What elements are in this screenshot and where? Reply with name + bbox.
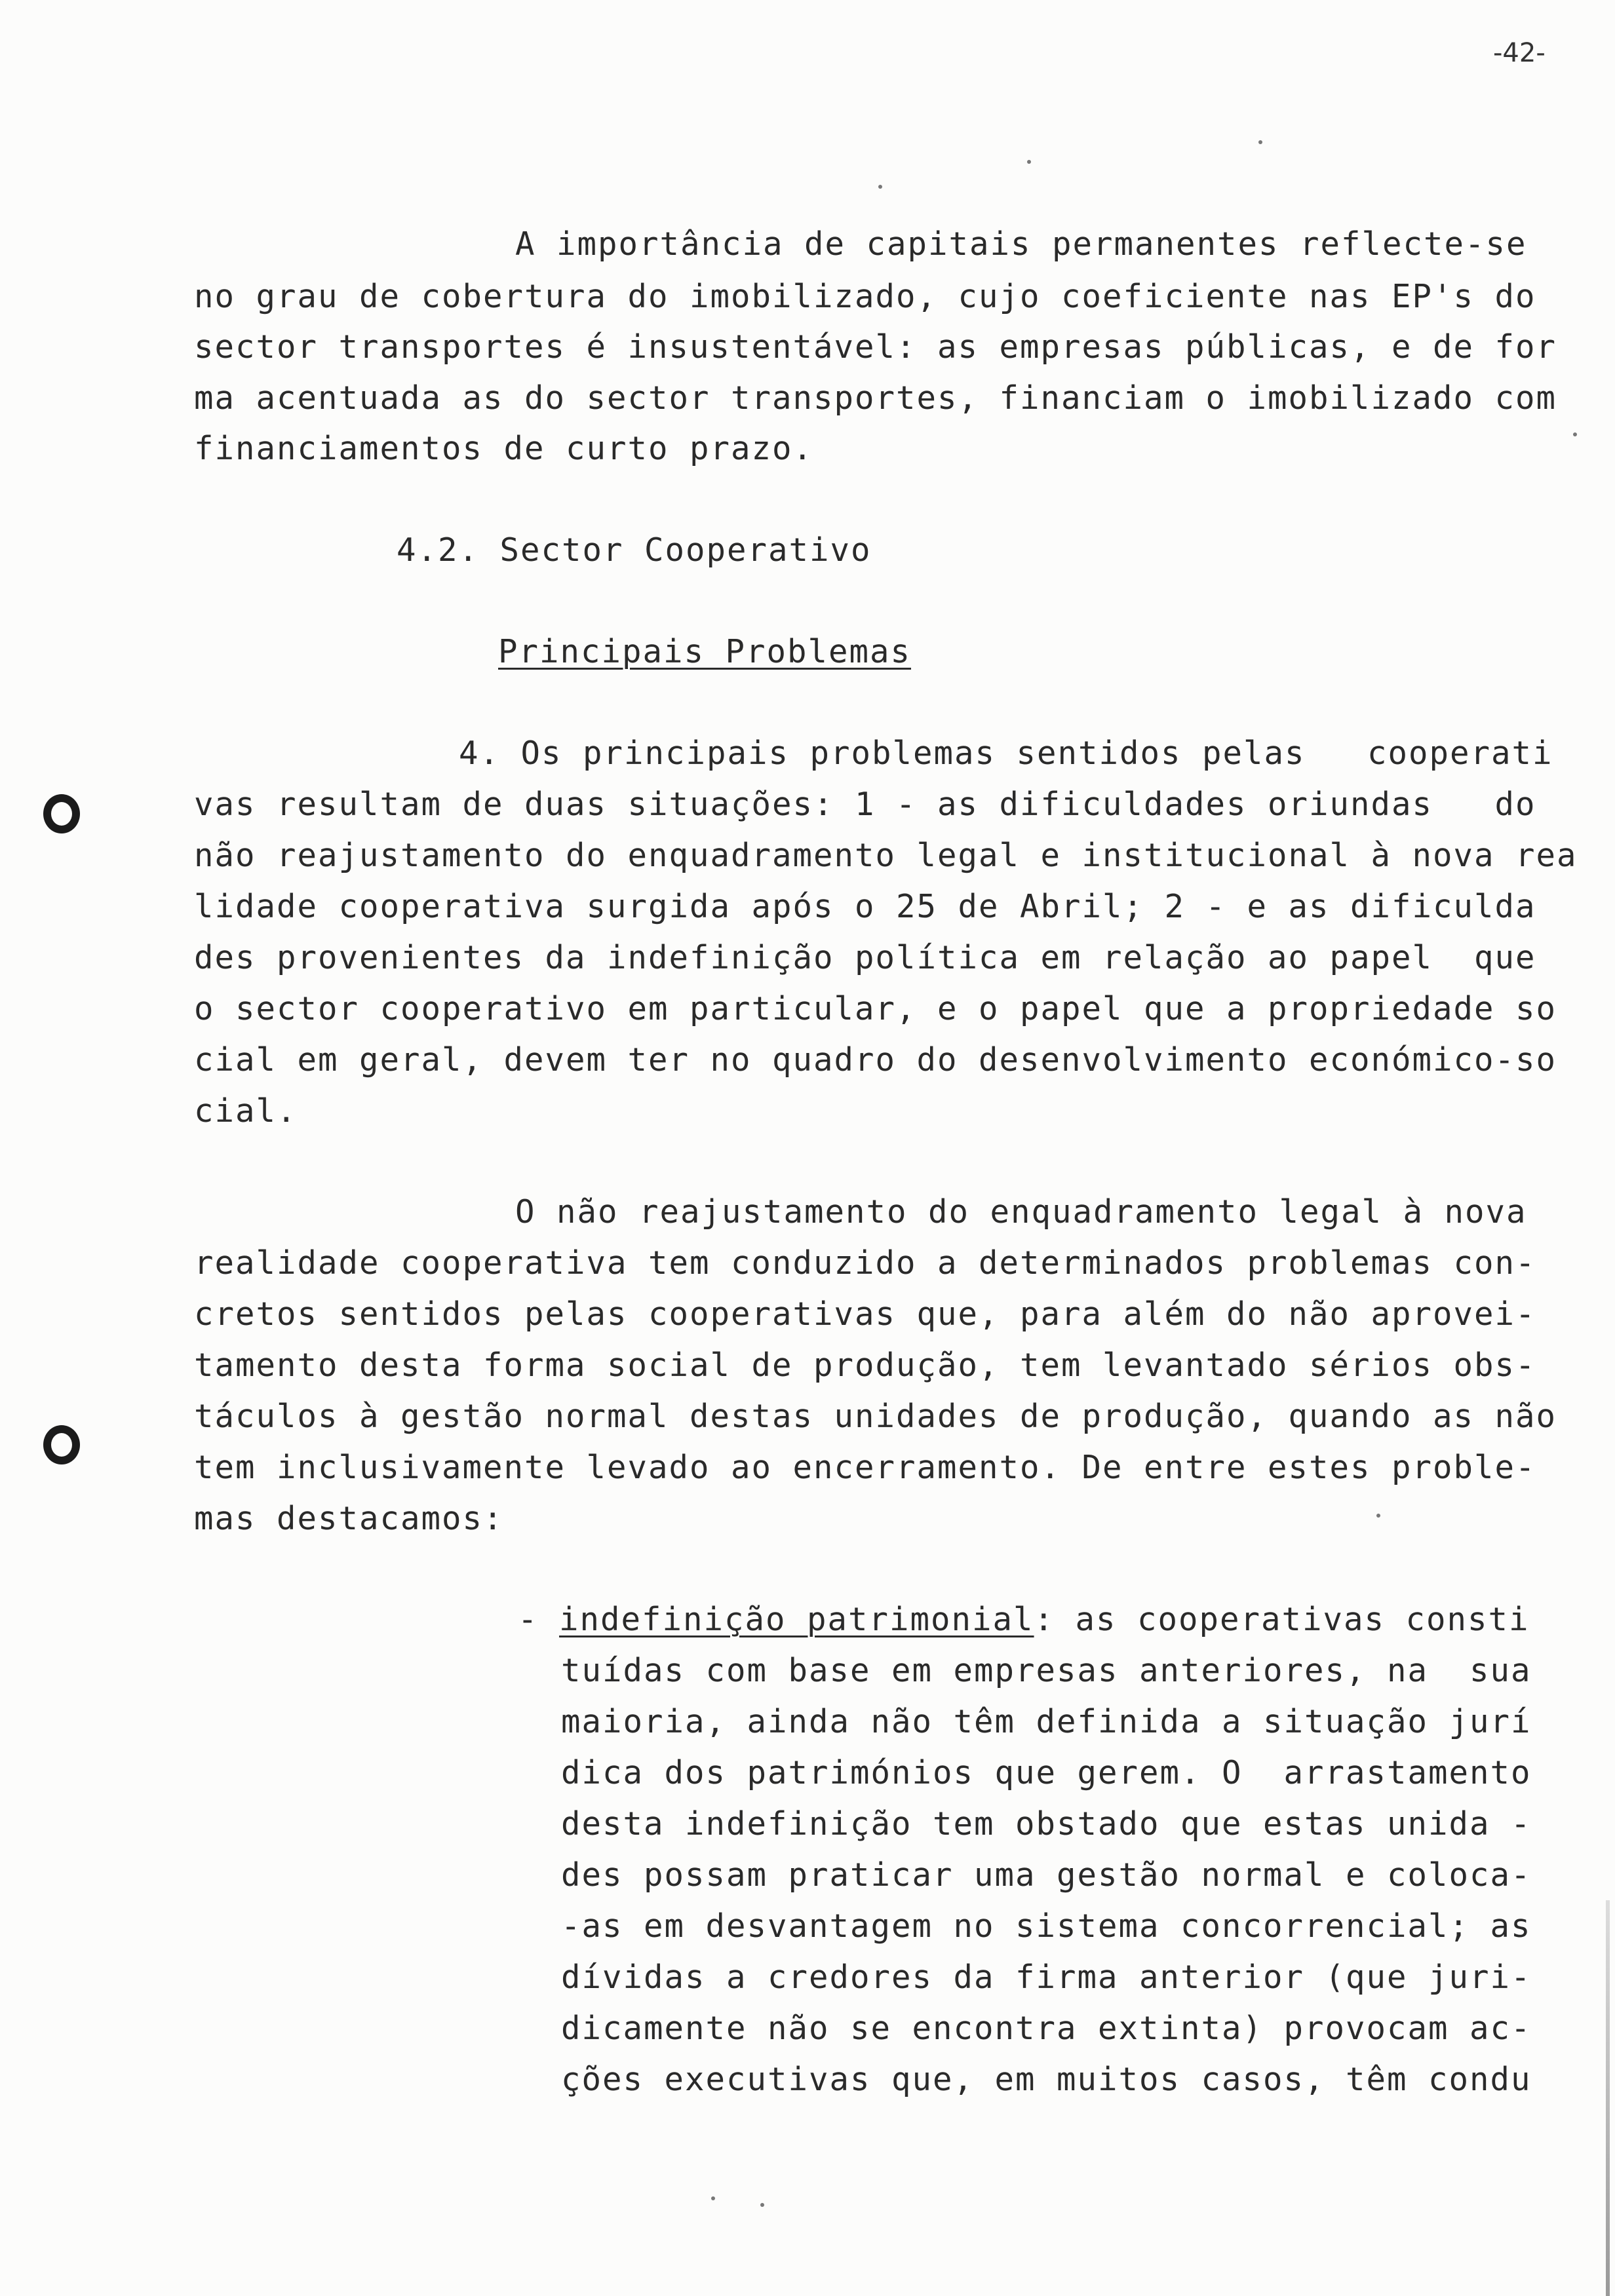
- paragraph-2-line: lidade cooperativa surgida após o 25 de Abril; 2 - e as dificulda: [194, 888, 1536, 925]
- bullet-line: tuídas com base em empresas anteriores, na sua: [561, 1652, 1532, 1689]
- paragraph-3-line: cretos sentidos pelas cooperativas que, para além do não aprovei-: [194, 1295, 1536, 1333]
- scan-speck: [1258, 140, 1262, 144]
- subheading: Principais Problemas: [498, 633, 912, 670]
- paragraph-3-line: táculos à gestão normal destas unidades de produção, quando as não: [194, 1398, 1557, 1435]
- paragraph-2-line: 4. Os principais problemas sentidos pelas cooperati: [459, 735, 1553, 772]
- section-heading: 4.2. Sector Cooperativo: [397, 531, 872, 569]
- paragraph-3-line: O não reajustamento do enquadramento legal à nova: [515, 1193, 1527, 1231]
- paragraph-1-line: no grau de cobertura do imobilizado, cujo coeficiente nas EP's do: [194, 278, 1536, 315]
- bullet-line: dica dos patrimónios que gerem. O arrastamento: [561, 1754, 1532, 1791]
- punch-hole-top: [43, 794, 80, 833]
- paragraph-2-line: vas resultam de duas situações: 1 - as dificuldades oriundas do: [194, 786, 1536, 823]
- scan-speck: [760, 2203, 764, 2207]
- paragraph-2-line: cial em geral, devem ter no quadro do desenvolvimento económico-so: [194, 1041, 1557, 1079]
- bullet-item-first-line: [518, 1600, 1530, 1639]
- bullet-line: -as em desvantagem no sistema concorrencial; as: [561, 1907, 1532, 1945]
- bullet-line: maioria, ainda não têm definida a situação jurí: [561, 1703, 1532, 1740]
- scan-speck: [1376, 1514, 1380, 1518]
- paragraph-1-line: sector transportes é insustentável: as empresas públicas, e de for: [194, 328, 1557, 366]
- paragraph-1-line: A importância de capitais permanentes reflecte-se: [515, 225, 1527, 263]
- scan-speck: [711, 2196, 715, 2200]
- scan-speck: [1573, 432, 1577, 436]
- paragraph-3-line: tem inclusivamente levado ao encerramento. De entre estes proble-: [194, 1449, 1536, 1486]
- page-edge: [1606, 1900, 1610, 2296]
- paragraph-2-line: o sector cooperativo em particular, e o papel que a propriedade so: [194, 990, 1557, 1027]
- page-number: -42-: [1493, 38, 1546, 68]
- bullet-line: ções executivas que, em muitos casos, têm condu: [561, 2061, 1532, 2098]
- scan-speck: [878, 185, 882, 189]
- bullet-term: indefinição patrimonial: [559, 1601, 1034, 1638]
- bullet-first-line-rest: : as cooperativas consti: [1034, 1601, 1530, 1638]
- scan-speck: [1027, 160, 1031, 164]
- bullet-line: des possam praticar uma gestão normal e coloca-: [561, 1856, 1532, 1894]
- paragraph-2-line: cial.: [194, 1092, 298, 1130]
- bullet-line: desta indefinição tem obstado que estas unida -: [561, 1805, 1532, 1843]
- paragraph-3-line: mas destacamos:: [194, 1500, 504, 1537]
- paragraph-2-line: des provenientes da indefinição política em relação ao papel que: [194, 939, 1536, 976]
- bullet-line: dívidas a credores da firma anterior (que juri-: [561, 1959, 1532, 1996]
- paragraph-1-line: financiamentos de curto prazo.: [194, 430, 814, 467]
- paragraph-2-line: não reajustamento do enquadramento legal e institucional à nova rea: [194, 837, 1578, 874]
- punch-hole-bottom: [43, 1425, 80, 1464]
- bullet-dash: -: [518, 1601, 539, 1638]
- bullet-line: dicamente não se encontra extinta) provocam ac-: [561, 2010, 1532, 2047]
- paragraph-3-line: realidade cooperativa tem conduzido a determinados problemas con-: [194, 1244, 1536, 1282]
- paragraph-1-line: ma acentuada as do sector transportes, financiam o imobilizado com: [194, 379, 1557, 417]
- paragraph-3-line: tamento desta forma social de produção, tem levantado sérios obs-: [194, 1347, 1536, 1384]
